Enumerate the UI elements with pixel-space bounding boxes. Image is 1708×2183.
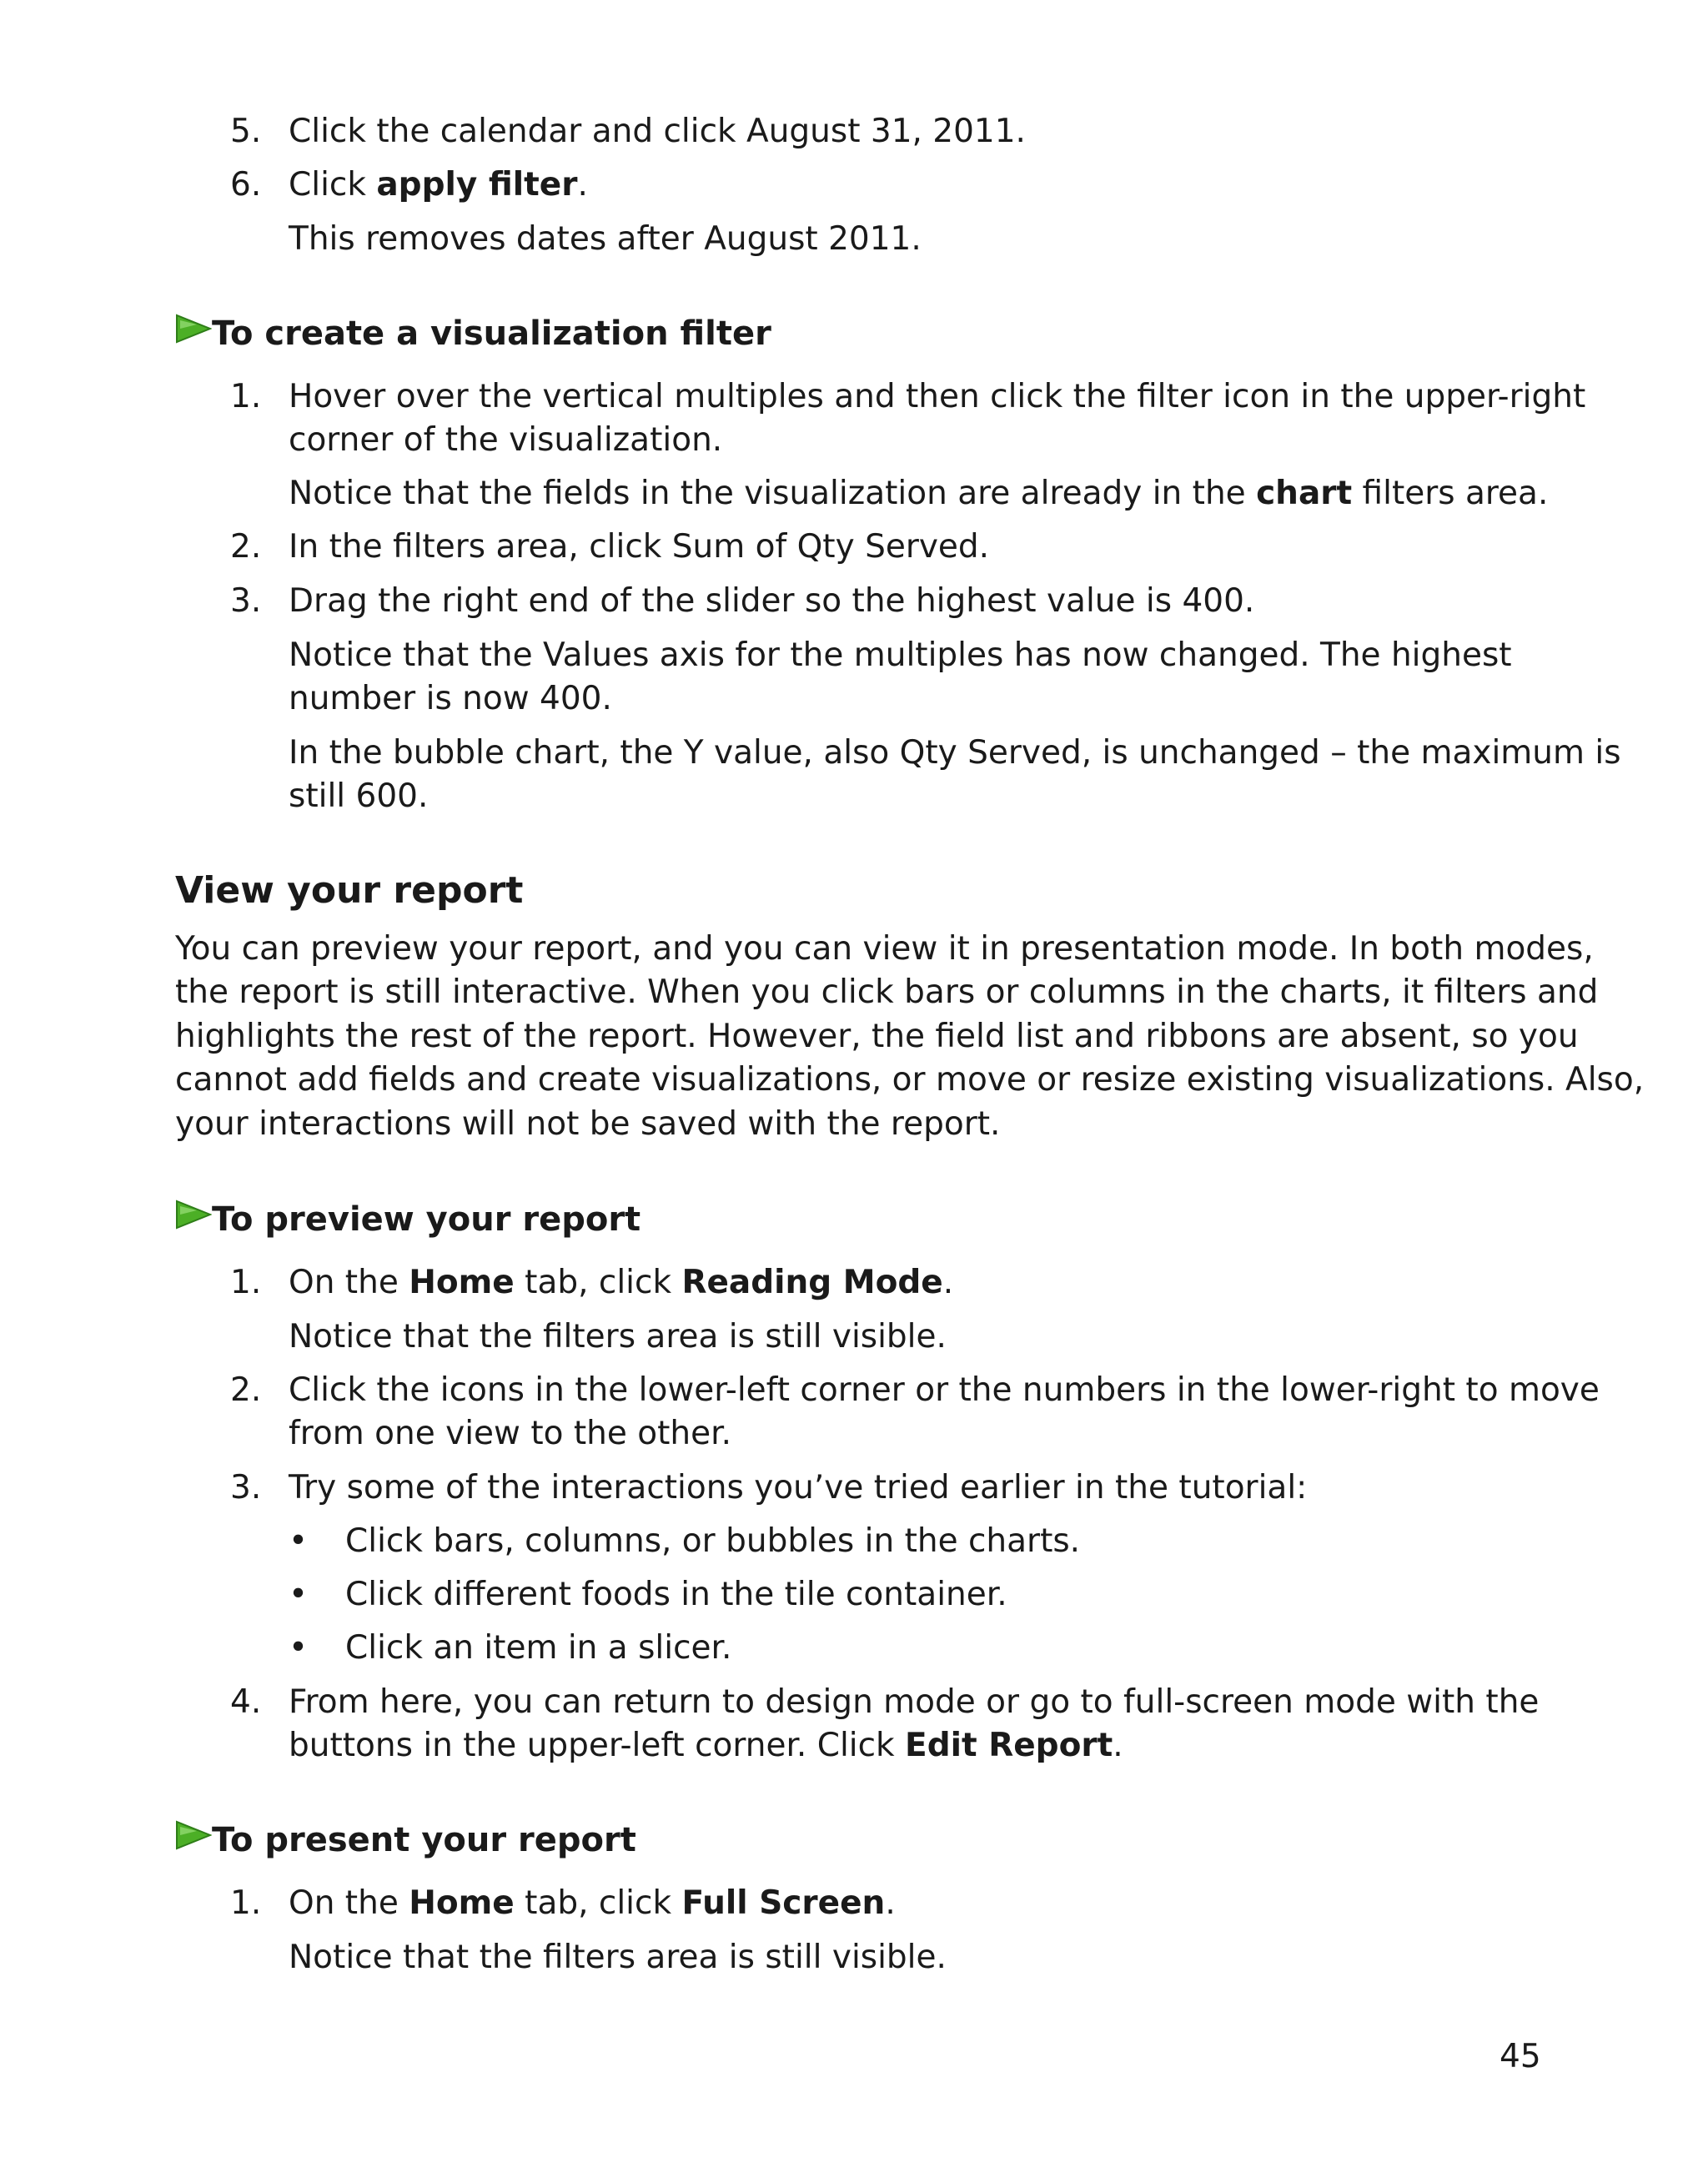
step-note: Notice that the Values axis for the multiples has now changed. The highest xyxy=(289,636,1512,674)
green-triangle-flag-icon xyxy=(175,312,212,345)
green-triangle-flag-icon xyxy=(175,1198,212,1231)
step-note: Notice that the filters area is still visible. xyxy=(289,1939,947,1976)
step-note: This removes dates after August 2011. xyxy=(289,220,922,258)
section-heading: View your report xyxy=(175,869,524,912)
step-note: Notice that the filters area is still visible. xyxy=(289,1318,947,1356)
procedure-heading: To preview your report xyxy=(212,1200,641,1239)
step-text: Click the icons in the lower-left corner or the numbers in the lower-right to move xyxy=(289,1371,1600,1409)
bullet-item: Click different foods in the tile container. xyxy=(345,1576,1007,1613)
bullet-icon: • xyxy=(289,1629,309,1667)
bullet-item: Click an item in a slicer. xyxy=(345,1629,732,1667)
paragraph-line: cannot add fields and create visualizations, or move or resize existing visualizations. Also, xyxy=(175,1061,1645,1099)
paragraph-line: the report is still interactive. When you click bars or columns in the charts, it filters and xyxy=(175,973,1599,1011)
step-note-continued: number is now 400. xyxy=(289,680,612,717)
step-text: On the Home tab, click Reading Mode. xyxy=(289,1264,954,1301)
step-number: 2. xyxy=(230,1371,262,1409)
step-number: 6. xyxy=(230,166,262,204)
step-number: 4. xyxy=(230,1683,262,1721)
page-number: 45 xyxy=(1500,2038,1541,2075)
step-number: 1. xyxy=(230,378,262,415)
step-number: 2. xyxy=(230,528,262,566)
step-text: On the Home tab, click Full Screen. xyxy=(289,1884,896,1922)
procedure-heading: To present your report xyxy=(212,1821,636,1859)
procedure-heading: To create a visualization filter xyxy=(212,314,771,353)
step-note-continued: still 600. xyxy=(289,777,429,815)
step-number: 5. xyxy=(230,113,262,150)
bullet-icon: • xyxy=(289,1522,309,1560)
step-text: In the filters area, click Sum of Qty Served. xyxy=(289,528,990,566)
green-triangle-flag-icon xyxy=(175,1818,212,1852)
step-note: In the bubble chart, the Y value, also Qty Served, is unchanged – the maximum is xyxy=(289,734,1621,772)
step-text-continued: corner of the visualization. xyxy=(289,421,723,459)
bullet-item: Click bars, columns, or bubbles in the charts. xyxy=(345,1522,1081,1560)
step-text: Hover over the vertical multiples and then click the filter icon in the upper-right xyxy=(289,378,1586,415)
step-number: 3. xyxy=(230,1469,262,1506)
step-text: Drag the right end of the slider so the highest value is 400. xyxy=(289,582,1255,620)
paragraph-line: You can preview your report, and you can view it in presentation mode. In both modes, xyxy=(175,930,1594,968)
step-text: From here, you can return to design mode or go to full-screen mode with the xyxy=(289,1683,1540,1721)
step-text: Click the calendar and click August 31, 2011. xyxy=(289,113,1026,150)
step-text: Click apply filter. xyxy=(289,166,588,204)
step-number: 1. xyxy=(230,1884,262,1922)
step-note: Notice that the fields in the visualization are already in the chart filters area. xyxy=(289,475,1549,512)
step-number: 3. xyxy=(230,582,262,620)
step-text-continued: from one view to the other. xyxy=(289,1415,731,1452)
step-text: Try some of the interactions you’ve tried earlier in the tutorial: xyxy=(289,1469,1308,1506)
step-number: 1. xyxy=(230,1264,262,1301)
paragraph-line: your interactions will not be saved with the report. xyxy=(175,1105,1001,1143)
step-text-continued: buttons in the upper-left corner. Click Edit Report. xyxy=(289,1727,1123,1764)
bullet-icon: • xyxy=(289,1576,309,1613)
paragraph-line: highlights the rest of the report. However, the field list and ribbons are absent, so you xyxy=(175,1018,1579,1055)
